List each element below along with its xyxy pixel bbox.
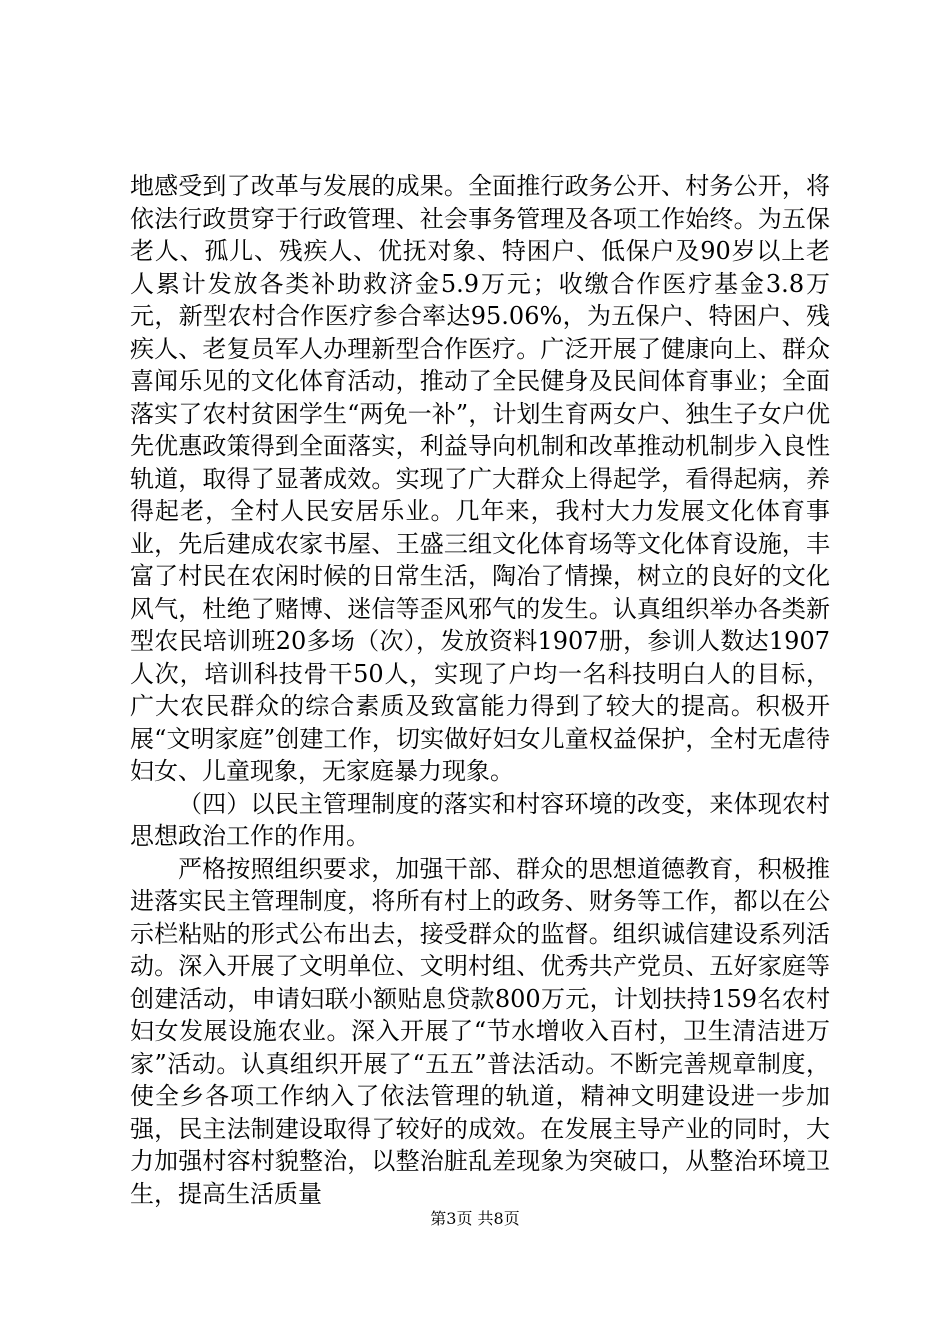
section-heading-4: （四）以民主管理制度的落实和村容环境的改变，来体现农村思想政治工作的作用。 bbox=[130, 789, 830, 850]
document-body bbox=[130, 170, 830, 1210]
paragraph-continuation: 地感受到了改革与发展的成果。全面推行政务公开、村务公开，将依法行政贯穿于行政管理、社会事务管理及各项工作始终。为五保老人、孤儿、残疾人、优抚对象、特困户、低保户及90岁以上老人累计发放各类补助救济金5.9万元；收缴合作医疗基金3.8万元，新型农村合作医疗参合率达95.06%，为五保户、特困户、残疾人、老复员军人办理新型合作医疗。广泛开展了健康向上、群众喜闻乐见的文化体育活动，推动了全民健身及民间体育事业；全面落实了农村贫困学生“两免一补”，计划生育两女户、独生子女户优先优惠政策得到全面落实，利益导向机制和改革推动机制步入良性轨道，取得了显著成效。实现了广大群众上得起学，看得起病，养得起老，全村人民安居乐业。几年来，我村大力发展文化体育事业，先后建成农家书屋、王盛三组文化体育场等文化体育设施，丰富了村民在农闲时候的日常生活，陶冶了情操，树立的良好的文化风气，杜绝了赌博、迷信等歪风邪气的发生。认真组织举办各类新型农民培训班20多场（次），发放资料1907册，参训人数达1907人次，培训科技骨干50人，实现了户均一名科技明白人的目标，广大农民群众的综合素质及致富能力得到了较大的提高。积极开展“文明家庭”创建工作，切实做好妇女儿童权益保护，全村无虐待妇女、儿童现象，无家庭暴力现象。 bbox=[130, 172, 830, 785]
paragraph-body: 严格按照组织要求，加强干部、群众的思想道德教育，积极推进落实民主管理制度，将所有村上的政务、财务等工作，都以在公示栏粘贴的形式公布出去，接受群众的监督。组织诚信建设系列活动。深入开展了文明单位、文明村组、优秀共产党员、五好家庭等创建活动，申请妇联小额贴息贷款800万元，计划扶持159名农村妇女发展设施农业。深入开展了“节水增收入百村，卫生清洁进万家”活动。认真组织开展了“五五”普法活动。不断完善规章制度，使全乡各项工作纳入了依法管理的轨道，精神文明建设进一步加强，民主法制建设取得了较好的成效。在发展主导产业的同时，大力加强村容村貌整治，以整治脏乱差现象为突破口，从整治环境卫生，提高生活质量 bbox=[130, 854, 830, 1208]
page-number: 第3页 共8页 bbox=[430, 1209, 520, 1228]
